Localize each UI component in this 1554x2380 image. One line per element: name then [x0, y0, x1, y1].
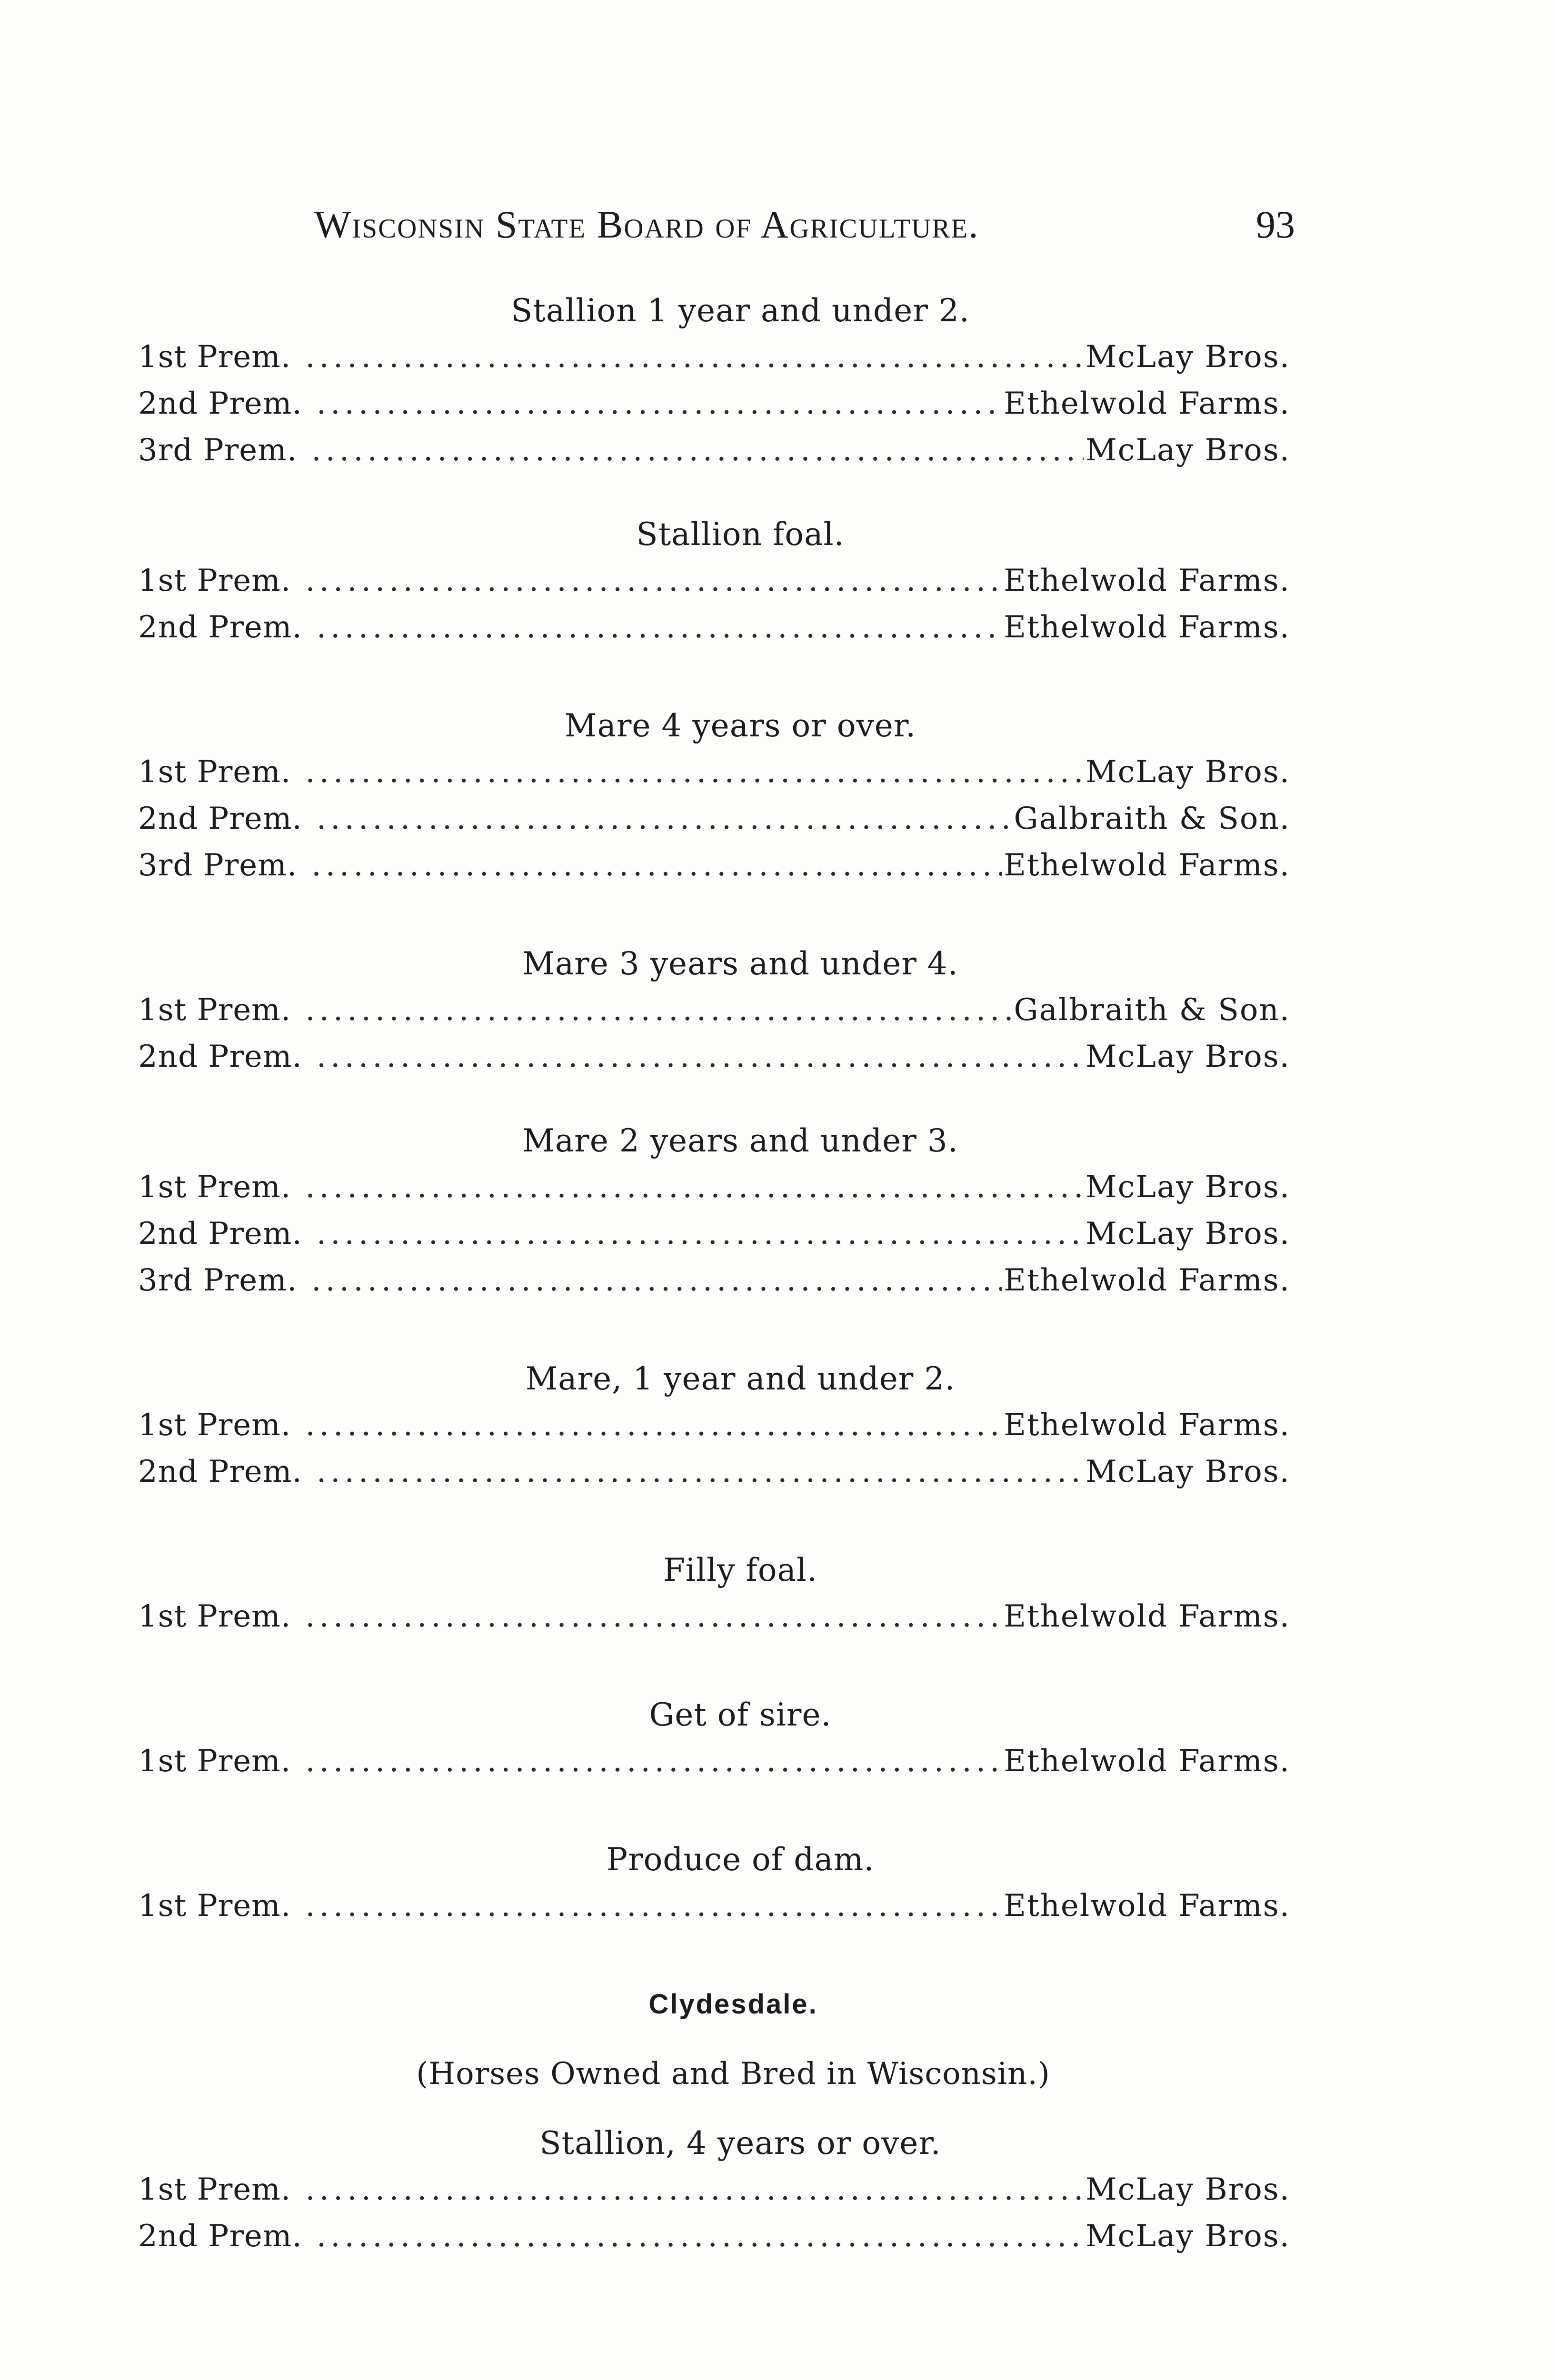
premium-place: 1st Prem. — [138, 339, 291, 375]
premium-place: 2nd Prem. — [138, 1216, 302, 1251]
premium-class — [138, 1356, 1290, 1495]
dot-leader — [305, 2166, 1084, 2213]
premium-entry — [138, 1738, 1290, 1785]
premium-entry — [138, 795, 1290, 842]
premium-place: 2nd Prem. — [138, 1039, 302, 1074]
dot-leader — [311, 1257, 1002, 1304]
dot-leader — [317, 2213, 1084, 2260]
premium-winner: Ethelwold Farms. — [1004, 563, 1290, 598]
premium-entry — [138, 1883, 1290, 1929]
premium-winner: McLay Bros. — [1086, 1454, 1290, 1489]
premium-winner: Ethelwold Farms. — [1004, 1599, 1290, 1634]
premium-place: 1st Prem. — [138, 1170, 291, 1205]
premium-entry — [138, 1402, 1290, 1448]
premium-entry — [138, 427, 1290, 474]
premium-entry — [138, 604, 1290, 651]
dot-leader — [311, 842, 1002, 889]
premium-winner: McLay Bros. — [1086, 754, 1290, 790]
premium-class — [138, 288, 1290, 474]
dot-leader — [305, 749, 1084, 795]
premium-entry — [138, 380, 1290, 427]
premium-winner: McLay Bros. — [1086, 1216, 1290, 1251]
premium-place: 2nd Prem. — [138, 1454, 302, 1489]
premium-class — [138, 2121, 1290, 2260]
premium-place: 3rd Prem. — [138, 848, 298, 883]
breed-title: Clydesdale. — [648, 1989, 818, 2020]
premium-winner: McLay Bros. — [1086, 1170, 1290, 1205]
premium-class — [138, 1547, 1290, 1640]
premium-entry — [138, 842, 1290, 889]
dot-leader — [305, 1164, 1084, 1210]
premium-place: 1st Prem. — [138, 1744, 291, 1779]
running-head — [314, 202, 1295, 255]
premium-winner: Galbraith & Son. — [1014, 992, 1290, 1028]
premium-winner: Ethelwold Farms. — [1004, 610, 1290, 645]
premium-class — [138, 1118, 1290, 1304]
dot-leader — [311, 427, 1084, 474]
premium-place: 2nd Prem. — [138, 610, 302, 645]
premium-place: 1st Prem. — [138, 1408, 291, 1443]
premium-entry — [138, 1210, 1290, 1257]
premium-entry — [138, 1593, 1290, 1640]
dot-leader — [305, 557, 1002, 604]
premium-place: 2nd Prem. — [138, 801, 302, 836]
class-heading: Produce of dam. — [606, 1841, 875, 1878]
premium-winner: Ethelwold Farms. — [1004, 1263, 1290, 1298]
premium-place: 3rd Prem. — [138, 1263, 298, 1298]
dot-leader — [305, 1883, 1002, 1929]
premium-winner: McLay Bros. — [1086, 1039, 1290, 1074]
dot-leader — [305, 1402, 1002, 1448]
dot-leader — [305, 1593, 1002, 1640]
dot-leader — [317, 380, 1002, 427]
premium-class — [138, 941, 1290, 1080]
premium-list — [138, 288, 1290, 2312]
premium-entry — [138, 749, 1290, 795]
class-heading: Stallion 1 year and under 2. — [511, 292, 970, 329]
class-heading: Stallion, 4 years or over. — [539, 2125, 941, 2162]
premium-place: 1st Prem. — [138, 754, 291, 790]
premium-winner: McLay Bros. — [1086, 433, 1290, 468]
class-heading: Mare 3 years and under 4. — [522, 945, 958, 982]
premium-entry — [138, 1448, 1290, 1495]
class-heading: Mare, 1 year and under 2. — [525, 1360, 956, 1397]
premium-class — [138, 1837, 1290, 1929]
premium-winner: Ethelwold Farms. — [1004, 1888, 1290, 1924]
running-title: Wisconsin State Board of Agriculture. — [314, 203, 979, 246]
premium-class — [138, 703, 1290, 889]
class-heading: Get of sire. — [649, 1696, 832, 1733]
dot-leader — [317, 795, 1012, 842]
premium-place: 1st Prem. — [138, 992, 291, 1028]
class-heading: Stallion foal. — [636, 516, 845, 553]
dot-leader — [317, 1448, 1084, 1495]
dot-leader — [305, 334, 1084, 380]
class-heading: Mare 4 years or over. — [564, 707, 916, 744]
premium-winner: Ethelwold Farms. — [1004, 386, 1290, 421]
premium-winner: McLay Bros. — [1086, 2219, 1290, 2254]
breed-note: (Horses Owned and Bred in Wisconsin.) — [416, 2056, 1050, 2092]
premium-class — [138, 1692, 1290, 1785]
premium-winner: Ethelwold Farms. — [1004, 1744, 1290, 1779]
premium-place: 2nd Prem. — [138, 2219, 302, 2254]
premium-winner: McLay Bros. — [1086, 339, 1290, 375]
premium-entry — [138, 2213, 1290, 2260]
premium-entry — [138, 1164, 1290, 1210]
dot-leader — [317, 604, 1002, 651]
premium-place: 1st Prem. — [138, 1599, 291, 1634]
dot-leader — [305, 987, 1012, 1033]
premium-place: 1st Prem. — [138, 1888, 291, 1924]
premium-class — [138, 512, 1290, 651]
premium-entry — [138, 1257, 1290, 1304]
class-heading: Mare 2 years and under 3. — [522, 1122, 958, 1159]
dot-leader — [317, 1210, 1084, 1257]
premium-place: 1st Prem. — [138, 563, 291, 598]
premium-entry — [138, 334, 1290, 380]
dot-leader — [305, 1738, 1002, 1785]
class-heading: Filly foal. — [663, 1552, 817, 1588]
page-number: 93 — [1256, 203, 1295, 246]
premium-place: 3rd Prem. — [138, 433, 298, 468]
premium-winner: Ethelwold Farms. — [1004, 848, 1290, 883]
dot-leader — [317, 1033, 1084, 1080]
premium-place: 1st Prem. — [138, 2172, 291, 2207]
premium-entry — [138, 987, 1290, 1033]
premium-winner: McLay Bros. — [1086, 2172, 1290, 2207]
premium-entry — [138, 1033, 1290, 1080]
premium-place: 2nd Prem. — [138, 386, 302, 421]
premium-entry — [138, 557, 1290, 604]
premium-entry — [138, 2166, 1290, 2213]
premium-winner: Galbraith & Son. — [1014, 801, 1290, 836]
premium-winner: Ethelwold Farms. — [1004, 1408, 1290, 1443]
